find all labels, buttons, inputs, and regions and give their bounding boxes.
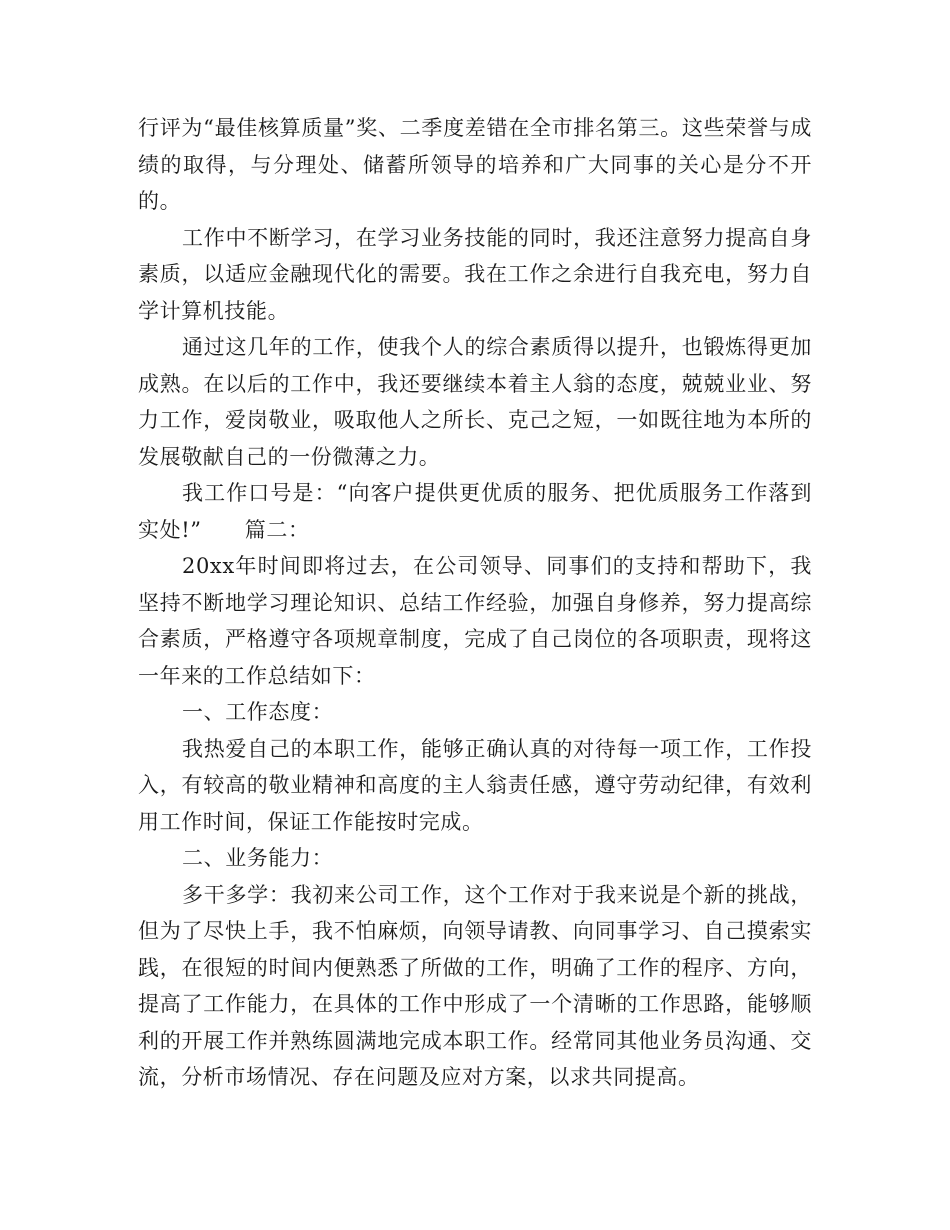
paragraph: 20xx年时间即将过去，在公司领导、同事们的支持和帮助下，我坚持不断地学习理论知识、总结工作经验，加强自身修养，努力提高综合素质，严格遵守各项规章制度，完成了自己岗位的各项职责，现将这一年来的工作总结如下：	[138, 554, 812, 688]
paragraph: 通过这几年的工作，使我个人的综合素质得以提升，也锻炼得更加成熟。在以后的工作中，我还要继续本着主人翁的态度，兢兢业业、努力工作，爱岗敬业，吸取他人之所长、克己之短，一如既往地为本所的发展敬献自己的一份微薄之力。	[138, 335, 812, 469]
document-body	[138, 110, 812, 1096]
section-heading: 一、工作态度：	[182, 700, 334, 724]
paragraph: 我热爱自己的本职工作，能够正确认真的对待每一项工作，工作投入，有较高的敬业精神和高度的主人翁责任感，遵守劳动纪律，有效利用工作时间，保证工作能按时完成。	[138, 736, 812, 834]
paragraph: 工作中不断学习，在学习业务技能的同时，我还注意努力提高自身素质，以适应金融现代化的需要。我在工作之余进行自我充电，努力自学计算机技能。	[138, 225, 812, 323]
paragraph: 我工作口号是：“向客户提供更优质的服务、把优质服务工作落到实处!” 篇二：	[138, 481, 812, 542]
section-heading: 二、业务能力：	[182, 846, 334, 870]
paragraph: 行评为“最佳核算质量”奖、二季度差错在全市排名第三。这些荣誉与成绩的取得，与分理处、储蓄所领导的培养和广大同事的关心是分不开的。	[138, 116, 812, 213]
paragraph: 多干多学：我初来公司工作，这个工作对于我来说是个新的挑战，但为了尽快上手，我不怕麻烦，向领导请教、向同事学习、自己摸索实践，在很短的时间内便熟悉了所做的工作，明确了工作的程序、方向，提高了工作能力，在具体的工作中形成了一个清晰的工作思路，能够顺利的开展工作并熟练圆满地完成本职工作。经常同其他业务员沟通、交流，分析市场情况、存在问题及应对方案，以求共同提高。	[138, 882, 812, 1089]
